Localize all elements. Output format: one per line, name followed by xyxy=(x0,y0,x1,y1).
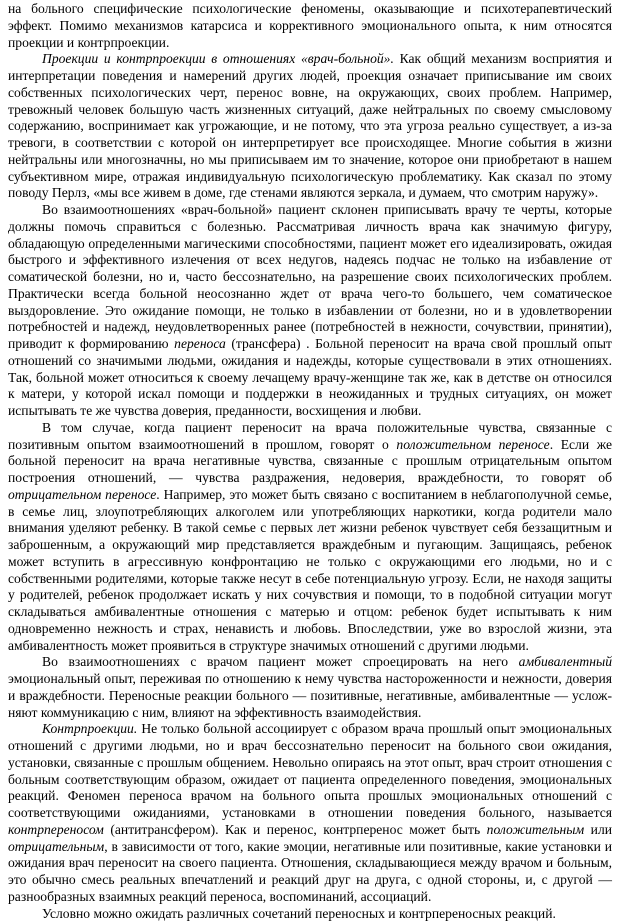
paragraph xyxy=(8,51,612,202)
italic-term: амбивалентный xyxy=(519,654,612,669)
paragraph-text: Во взаимоотношениях с врачом пациент может спроецировать на него xyxy=(42,654,519,669)
paragraph-text: эмоциональный опыт, переживая по отношению к нему чувства настороженности и нежности, доверия и враждебности. Переносные реакции больного — позитивные, негативные, амбивалентные — усложняют коммуникацию с ним, влияют на эффективность взаимодействия. xyxy=(8,671,612,720)
paragraph xyxy=(8,420,612,655)
paragraph-text: В том случае, когда пациент переносит на врача положительные чувства, связанные с позитивным опытом взаимоотношений в прошлом, говорят о xyxy=(8,420,612,452)
paragraph xyxy=(8,906,612,922)
paragraph-text: или xyxy=(584,822,612,837)
paragraph-text: Не только больной ассоциирует с образом врача прошлый опыт эмоциональных отношений с другими людьми, но и врач бессознательно переносит на больного свои ожидания, установки, связанные с прошлым общением. Невольно опираясь на этот опыт, врач строит отношения с больным соответствующим образом, ожидает от пациента определенного поведения, эмоциональных реакций. Феномен переноса врачом на больного опыта прошлых эмоциональных отношений с соответствующими ожиданиями, установками в отношении поведения больного, называется xyxy=(8,721,612,820)
paragraph xyxy=(8,654,612,721)
paragraph-text: , в зависимости от того, какие эмоции, негативные или позитивные, какие установки и ожидания врач переносит на своего пациента. Отношения, складывающиеся между врачом и больным, это обычно смесь реальных впечатлений и реакций друг на друга, с одной стороны, и, с другой — разнообразных взаимных реакций переноса, воспоминаний, ассоциаций. xyxy=(8,839,612,904)
section-heading-inline: Проекции и контрпроекции в отношениях «врач-больной». xyxy=(42,51,394,66)
paragraph-text: Как общий механизм восприятия и интерпретации поведения и намерений других людей, проекция означает приписывание им своих собственных психологических черт, перенос вовне, на окружающих, своих проблем. Например, тревожный человек большую часть жизненных ситуаций, даже нейтральных по своему смысловому содержанию, воспринимает как угрожающие, и не потому, что эта угроза реально существует, а из-за тревоги, в соответствии с которой он интерпретирует все происходящее. Многие события в жизни нейтральны или многозначны, но мы приписываем им то значение, которое они приобретают в нашем субъективном мире, отражая индивидуальную психологическую проблематику. Как сказал по этому поводу Перлз, «мы все живем в доме, где стенами являются зеркала, и думаем, что смотрим наружу». xyxy=(8,51,612,200)
paragraph xyxy=(8,1,612,51)
paragraph-text: (трансфера) . Больной переносит на врача свой прошлый опыт отношений со значимыми людьми, ожидания и надежды, которые существовали в этих отношениях. Так, больной может относиться к своему лечащему врачу-женщине так же, как в детстве он относился к матери, у которой искал помощи и поддержки в неожиданных и трудных ситуациях, он может испытывать те же чувства доверия, преданности, восхищения и любви. xyxy=(8,336,612,418)
italic-term: переноса xyxy=(174,336,226,351)
paragraph-text: на больного специфические психологические феномены, оказывающие и психотерапевтический эффект. Помимо механизмов катарсиса и коррективного эмоционального опыта, к ним относятся проекции и контрпроекции. xyxy=(8,1,612,50)
section-heading-inline: Контрпроекции. xyxy=(42,721,137,736)
paragraph-text: (антитрансфером). Как и перенос, контрперенос может быть xyxy=(104,822,487,837)
italic-term: контрпереносом xyxy=(8,822,104,837)
paragraph xyxy=(8,721,612,905)
italic-term: положительным xyxy=(487,822,585,837)
paragraph-text: Условно можно ожидать различных сочетаний переносных и контрпереносных реакций. xyxy=(42,906,556,921)
italic-term: положительном переносе xyxy=(396,437,549,452)
paragraph-text: Во взаимоотношениях «врач-больной» пациент склонен приписывать врачу те черты, которые должны помочь справиться с болезнью. Рассматривая личность врача как значимую фигуру, обладающую определенными магическими способностями, пациент может его идеализировать, ожидая быстрого и эффективного излечения от всех недугов, надеясь подчас не только на избавление от соматической болезни, но и, часто бессознательно, на разрешение своих психологических проблем. Практически всегда больной неосознанно ждет от врача чего-то большего, чем соматическое выздоровление. Это ожидание помощи, не только в избавлении от болезни, но и в удовлетворении потребностей и надежд, неудовлетворенных ранее (потребностей в нежности, сочувствии, принятии), приводит к формированию xyxy=(8,202,612,351)
italic-term: отрицательным xyxy=(8,839,104,854)
paragraph-text: . Если же больной переносит на врача негативные чувства, связанные с прошлым отрицательным опытом построения отношений, — чувства раздражения, недоверия, враждебности, то говорят об xyxy=(8,437,612,486)
paragraph xyxy=(8,202,612,420)
italic-term: отрицательном переносе xyxy=(8,487,156,502)
paragraph-text: . Например, это может быть связано с воспитанием в неблагополучной семье, в семье лиц, злоупотребляющих алкоголем или употребляющих наркотики, когда родители мало внимания уделяют ребенку. В такой семье с первых лет жизни ребенок чувствует себя беззащитным и заброшенным, а окружающий мир представляется враждебным и пугающим. Защищаясь, ребенок может вступить в агрессивную конфронтацию не только с окружающими его людьми, но и с собственными родителями, которые также несут в себе потенциальную угрозу. Если, не находя защиты у родителей, ребенок продолжает искать у них сочувствия и помощи, то в подобной ситуации могут складываться амбивалентные отношения с матерью и отцом: ребенок будет испытывать к ним одновременно нежность и страх, ненависть и любовь. Впоследствии, уже во взрослой жизни, эта амбивалентность может проявиться в структуре значимых отношений с другими людьми. xyxy=(8,487,612,653)
